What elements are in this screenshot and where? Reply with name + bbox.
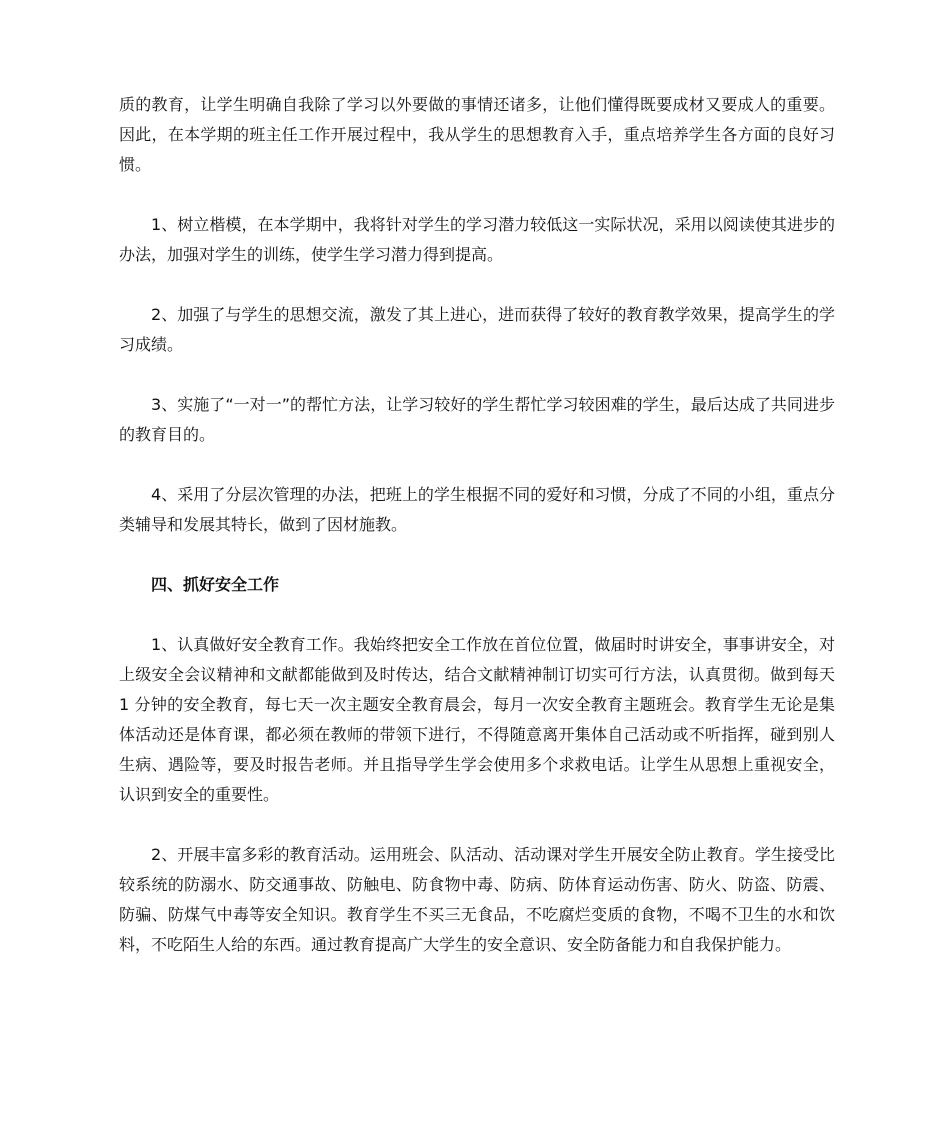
paragraph-item-4: 4、采用了分层次管理的办法，把班上的学生根据不同的爱好和习惯，分成了不同的小组，重点分类辅导和发展其特长，做到了因材施教。 [119, 485, 835, 534]
paragraph-item-3: 3、实施了“一对一”的帮忙方法，让学习较好的学生帮忙学习较困难的学生，最后达成了共同进步的教育目的。 [119, 395, 835, 444]
document-body [119, 90, 835, 990]
safety-paragraph-2: 2、开展丰富多彩的教育活动。运用班会、队活动、活动课对学生开展安全防止教育。学生接受比较系统的防溺水、防交通事故、防触电、防食物中毒、防病、防体育运动伤害、防火、防盗、防震、防骗、防煤气中毒等安全知识。教育学生不买三无食品，不吃腐烂变质的食物，不喝不卫生的水和饮料，不吃陌生人给的东西。通过教育提高广大学生的安全意识、安全防备能力和自我保护能力。 [119, 845, 835, 954]
paragraph-item-2: 2、加强了与学生的思想交流，激发了其上进心，进而获得了较好的教育教学效果，提高学生的学习成绩。 [119, 305, 835, 354]
paragraph-item-1: 1、树立楷模，在本学期中，我将针对学生的学习潜力较低这一实际状况，采用以阅读使其进步的办法，加强对学生的训练，使学生学习潜力得到提高。 [119, 215, 835, 264]
safety-paragraph-1: 1、认真做好安全教育工作。我始终把安全工作放在首位位置，做届时时讲安全，事事讲安全，对上级安全会议精神和文献都能做到及时传达，结合文献精神制订切实可行方法，认真贯彻。做到每天 1 分钟的安全教育，每七天一次主题安全教育晨会，每月一次安全教育主题班会。教育学生无论是集体活动还是体育课，都必须在教师的带领下进行，不得随意离开集体自己活动或不听指挥，碰到别人生病、遇险等，要及时报告老师。并且指导学生学会使用多个求救电话。让学生从思想上重视安全，认识到安全的重要性。 [119, 635, 835, 804]
section-heading: 四、抓好安全工作 [151, 575, 280, 594]
paragraph-continuation: 质的教育，让学生明确自我除了学习以外要做的事情还诸多，让他们懂得既要成材又要成人的重要。因此，在本学期的班主任工作开展过程中，我从学生的思想教育入手，重点培养学生各方面的良好习惯。 [119, 95, 835, 174]
